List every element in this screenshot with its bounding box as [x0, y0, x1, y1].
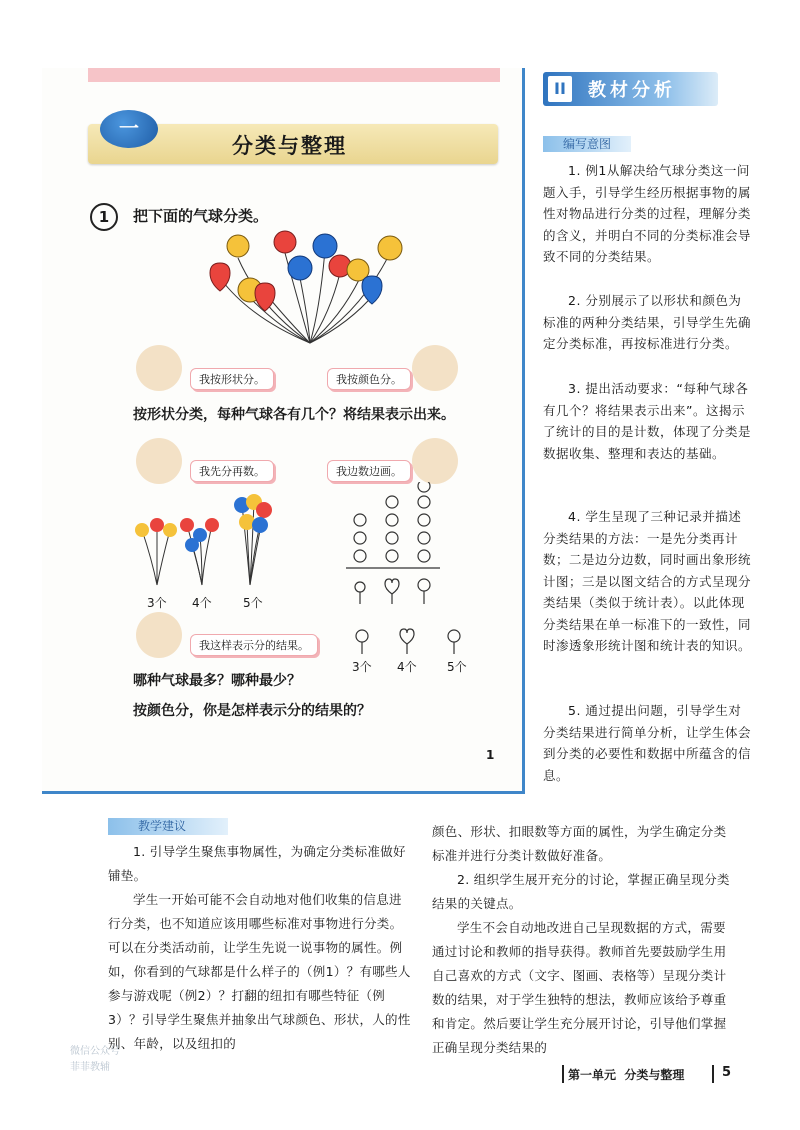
textbook-page-number: 1: [486, 748, 495, 762]
design-intent-label: 编写意图: [543, 136, 631, 152]
girl-avatar-2: [136, 438, 182, 484]
suggestion-right-body: 学生不会自动地改进自己呈现数据的方式，需要通过讨论和教师的指导获得。教师首先要鼓励学生用自己喜欢的方式（文字、图画、表格等）呈现分类计数的结果，对于学生独特的想法，教师应该给予尊重和肯定。然后要让学生充分展开讨论，引导他们掌握正确呈现分类结果的: [432, 920, 727, 1055]
analysis-paragraph-4: 4. 学生呈现了三种记录并描述分类结果的方法：一是先分类再计数；二是边分边数，同时画出象形统计图；三是以图文结合的方式呈现分类结果（类似于统计表）。以此体现分类结果在单一标准下的一致性，同时渗透象形统计图和统计表的知识。: [543, 509, 752, 653]
boy-avatar-3: [136, 612, 182, 658]
boy-avatar-2: [412, 438, 458, 484]
count-label-flower: 3个: [147, 596, 167, 610]
speech-bubble-count-draw: 我边数边画。: [327, 460, 411, 482]
section-badge: II: [548, 76, 572, 102]
footer-unit-label: 第一单元: [568, 1068, 617, 1082]
girl-avatar: [412, 345, 458, 391]
speech-bubble-result: 我这样表示分的结果。: [190, 634, 318, 656]
analysis-paragraph-3: 3. 提出活动要求：“每种气球各有几个？将结果表示出来”。这揭示了统计的目的是计数，体现了分类是数据收集、整理和表达的基础。: [543, 381, 752, 461]
speech-bubble-count-first: 我先分再数。: [190, 460, 274, 482]
suggestion-right-heading: 2. 组织学生展开充分的讨论，掌握正确呈现分类结果的关键点。: [432, 872, 730, 911]
example-number: 1: [90, 203, 118, 231]
question-most-least: 哪种气球最多？哪种最少？: [133, 673, 301, 689]
question-by-color: 按颜色分，你是怎样表示分的结果的？: [133, 703, 371, 719]
boy-avatar: [136, 345, 182, 391]
footer-unit: [568, 1066, 684, 1083]
footer-page-number: 5: [722, 1065, 732, 1080]
result-count-heart: 4个: [397, 660, 417, 674]
watermark: [70, 1044, 120, 1076]
analysis-paragraph-5: 5. 通过提出问题，引导学生对分类结果进行简单分析，让学生体会到分类的必要性和数据中所蕴含的信息。: [543, 703, 752, 783]
suggestion-left-heading: 1. 引导学生聚焦事物属性，为确定分类标准做好铺垫。: [108, 844, 406, 883]
result-count-flower: 3个: [352, 660, 372, 674]
count-label-round: 5个: [243, 596, 263, 610]
example-prompt: 把下面的气球分类。: [133, 207, 269, 225]
grouped-balloons: [132, 490, 282, 590]
speech-bubble-color: 我按颜色分。: [327, 368, 411, 390]
watermark-line-1: 微信公众号: [70, 1046, 120, 1057]
speech-bubble-shape: 我按形状分。: [190, 368, 274, 390]
question-count-by-shape: 按形状分类，每种气球各有几个？将结果表示出来。: [133, 407, 455, 423]
watermark-line-2: 菲菲教辅: [70, 1062, 110, 1073]
result-icons: [350, 626, 470, 656]
balloon-illustration: [190, 228, 430, 348]
unit-number-badge: 一: [100, 110, 158, 148]
result-count-round: 5个: [447, 660, 467, 674]
suggestion-left-body: 学生一开始可能不会自动地对他们收集的信息进行分类，也不知道应该用哪些标准对事物进行分类。可以在分类活动前，让学生先说一说事物的属性。例如，你看到的气球都是什么样子的（例1）？有哪些人参与游戏呢（例2）？打翻的纽扣有哪些特征（例3）？引导学生聚焦并抽象出气球颜色、形状，人的性别、年龄，以及纽扣的: [108, 892, 411, 1051]
unit-title: 分类与整理: [232, 134, 347, 158]
count-label-heart: 4个: [192, 596, 212, 610]
analysis-paragraph-2: 2. 分别展示了以形状和颜色为标准的两种分类结果，引导学生先确定分类标准，再按标准进行分类。: [543, 293, 752, 351]
analysis-title: 教材分析: [588, 80, 676, 101]
header-stripe: [88, 68, 500, 82]
teaching-suggestions-label: 教学建议: [108, 818, 228, 835]
footer-unit-name: 分类与整理: [624, 1068, 685, 1082]
suggestion-right-continued: 颜色、形状、扣眼数等方面的属性，为学生确定分类标准并进行分类计数做好准备。: [432, 824, 727, 863]
pictograph: [340, 482, 450, 607]
analysis-paragraph-1: 1. 例1从解决给气球分类这一问题入手，引导学生经历根据事物的属性对物品进行分类的过程，理解分类的含义，并明白不同的分类标准会导致不同的分类结果。: [543, 163, 752, 264]
